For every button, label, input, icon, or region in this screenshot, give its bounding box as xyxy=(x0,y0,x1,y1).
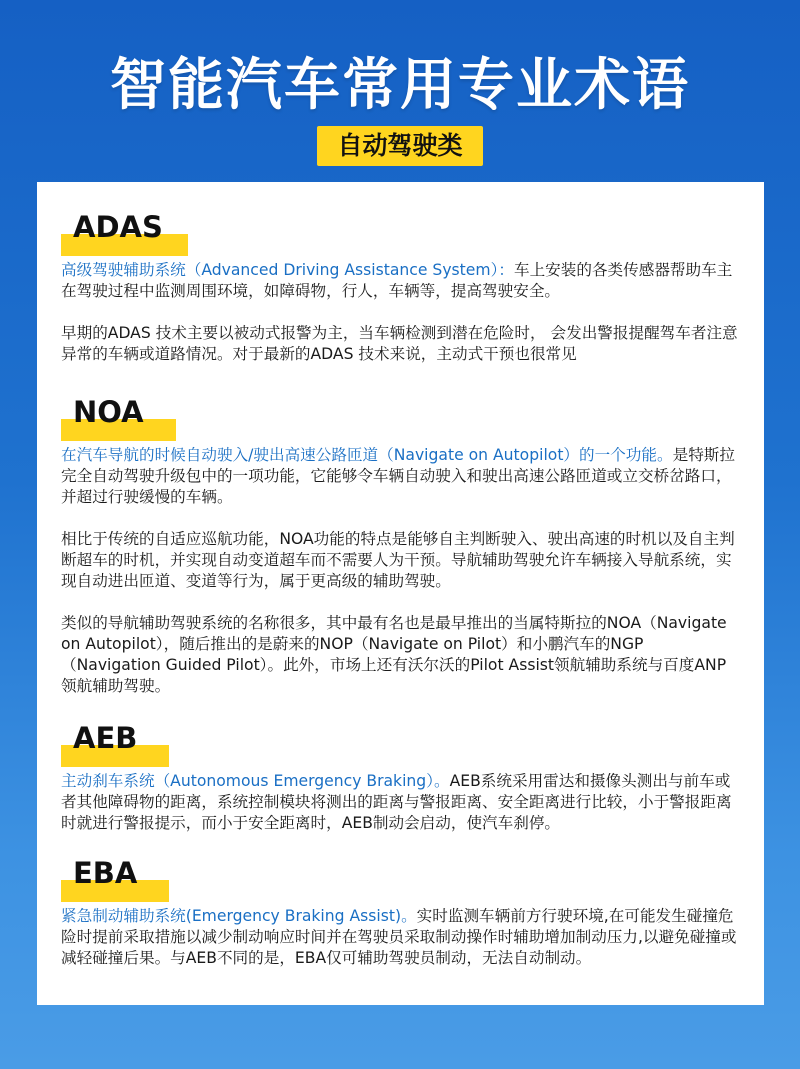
noa-paragraph-1 xyxy=(61,445,738,508)
section-gap xyxy=(61,834,738,848)
section-heading-aeb xyxy=(61,713,738,771)
section-heading-eba xyxy=(61,848,738,906)
term-highlight: 高级驾驶辅助系统（Advanced Driving Assistance System）： xyxy=(61,261,514,279)
section-heading-noa xyxy=(61,387,738,445)
section-gap xyxy=(61,697,738,713)
paragraph-text: 是特斯拉完全自动驾驶升级包中的一项功能，它能够令车辆自动驶入和驶出高速公路匝道或立交桥岔路口，并超过行驶缓慢的车辆。 xyxy=(61,446,735,506)
paragraph-text: 实时监测车辆前方行驶环境,在可能发生碰撞危险时提前采取措施以减少制动响应时间并在驾驶员采取制动操作时辅助增加制动压力,以避免碰撞或减轻碰撞后果。与AEB不同的是，EBA仅可辅助驾驶员制动，无法自动制动。 xyxy=(61,907,737,967)
heading-label: NOA xyxy=(73,395,144,429)
paragraph-text: 类似的导航辅助驾驶系统的名称很多，其中最有名也是最早推出的当属特斯拉的NOA（Navigate on Autopilot），随后推出的是蔚来的NOP（Navigate on Pilot）和小鹏汽车的NGP（Navigation Guided Pilot）。此外，市场上还有沃尔沃的Pilot Assist领航辅助系统与百度ANP领航辅助驾驶。 xyxy=(61,614,727,695)
heading-label: AEB xyxy=(73,721,138,755)
subtitle-banner xyxy=(0,126,800,166)
adas-paragraph-2 xyxy=(61,323,738,365)
paragraph-text: AEB系统采用雷达和摄像头测出与前车或者其他障碍物的距离，系统控制模块将测出的距离与警报距离、安全距离进行比较，小于警报距离时就进行警报提示，而小于安全距离时，AEB制动会启动，使汽车刹停。 xyxy=(61,772,732,832)
page-title: 智能汽车常用专业术语 xyxy=(110,53,690,118)
adas-paragraph-1 xyxy=(61,260,738,302)
paragraph-text: 早期的ADAS 技术主要以被动式报警为主，当车辆检测到潜在危险时， 会发出警报提醒驾车者注意异常的车辆或道路情况。对于最新的ADAS 技术来说，主动式干预也很常见 xyxy=(61,324,738,363)
term-highlight: 紧急制动辅助系统(Emergency Braking Assist)。 xyxy=(61,907,417,925)
term-highlight: 在汽车导航的时候自动驶入/驶出高速公路匝道（Navigate on Autopilot）的一个功能。 xyxy=(61,446,673,464)
heading-label: EBA xyxy=(73,856,138,890)
eba-paragraph-1 xyxy=(61,906,738,969)
paragraph-text: 车上安装的各类传感器帮助车主在驾驶过程中监测周围环境，如障碍物，行人，车辆等，提高驾驶安全。 xyxy=(61,261,733,300)
content-card xyxy=(37,182,764,1005)
aeb-paragraph-1 xyxy=(61,771,738,834)
term-highlight: 主动刹车系统（Autonomous Emergency Braking）。 xyxy=(61,772,450,790)
section-heading-adas xyxy=(61,202,738,260)
heading-label: ADAS xyxy=(73,210,163,244)
section-gap xyxy=(61,365,738,387)
paragraph-text: 相比于传统的自适应巡航功能，NOA功能的特点是能够自主判断驶入、驶出高速的时机以及自主判断超车的时机，并实现自动变道超车而不需要人为干预。导航辅助驾驶允许车辆接入导航系统，实现自动进出匝道、变道等行为，属于更高级的辅助驾驶。 xyxy=(61,530,735,590)
noa-paragraph-3 xyxy=(61,613,738,697)
subtitle-label: 自动驾驶类 xyxy=(317,126,482,166)
noa-paragraph-2 xyxy=(61,529,738,592)
